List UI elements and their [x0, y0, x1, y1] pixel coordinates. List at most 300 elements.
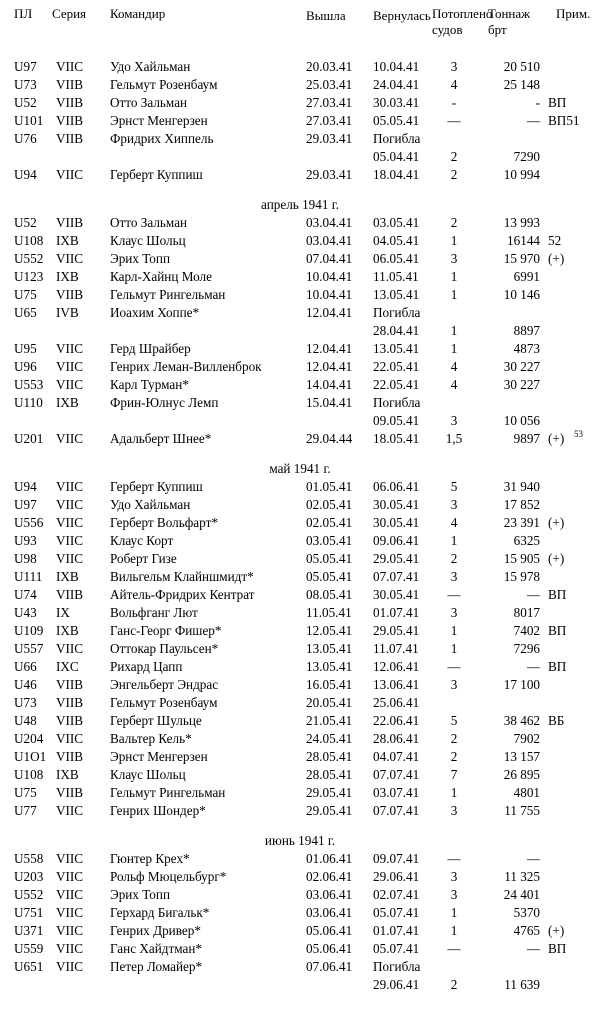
cell-departed: 05.05.41	[306, 569, 353, 584]
cell-series: VIIC	[56, 167, 84, 182]
cell-sunk: 1	[450, 341, 458, 356]
cell-sunk: 2	[450, 749, 458, 764]
table-row	[0, 478, 600, 496]
cell-sunk: 4	[450, 77, 458, 92]
cell-pl: U108	[14, 233, 44, 248]
cell-departed: 25.03.41	[306, 77, 353, 92]
cell-series: VIIB	[56, 695, 84, 710]
cell-series: IXB	[56, 269, 79, 284]
cell-returned: 22.05.41	[373, 359, 420, 374]
cell-departed: 29.03.41	[306, 131, 353, 146]
table-row	[0, 496, 600, 514]
cell-sunk: —	[447, 941, 461, 956]
cell-series: VIIB	[56, 287, 84, 302]
cell-commander: Айтель-Фридрих Кентрат	[110, 587, 255, 602]
cell-sunk: 3	[450, 869, 458, 884]
cell-pl: U111	[14, 569, 43, 584]
cell-departed: 01.05.41	[306, 479, 353, 494]
cell-sunk: 7	[450, 767, 458, 782]
cell-commander: Герберт Куппиш	[110, 479, 203, 494]
cell-tonnage: -	[535, 95, 540, 110]
cell-returned: 29.05.41	[373, 623, 420, 638]
cell-returned: 18.05.41	[373, 431, 420, 446]
cell-departed: 12.05.41	[306, 623, 353, 638]
header-sunk: Потоплено судов	[432, 6, 493, 37]
cell-series: VIIC	[56, 959, 84, 974]
cell-note: ВП	[548, 659, 567, 674]
cell-sunk: 1	[450, 287, 458, 302]
cell-series: VIIB	[56, 587, 84, 602]
cell-departed: 12.04.41	[306, 305, 353, 320]
cell-commander: Клаус Шольц	[110, 767, 186, 782]
table-row	[0, 802, 600, 820]
cell-pl: U48	[14, 713, 37, 728]
cell-commander: Удо Хайльман	[110, 59, 191, 74]
cell-series: VIIC	[56, 923, 84, 938]
cell-commander: Генрих Леман-Вилленброк	[110, 359, 262, 374]
cell-returned: 30.05.41	[373, 587, 420, 602]
cell-tonnage: 26 895	[503, 767, 540, 782]
cell-series: VIIC	[56, 497, 84, 512]
cell-pl: U204	[14, 731, 44, 746]
cell-sunk: 1	[450, 323, 458, 338]
cell-sunk: 1	[450, 641, 458, 656]
table-row	[0, 322, 600, 340]
cell-departed: 05.05.41	[306, 551, 353, 566]
cell-commander: Роберт Гизе	[110, 551, 177, 566]
cell-note: 52	[548, 233, 562, 248]
cell-sunk: 1	[450, 233, 458, 248]
cell-commander: Вальтер Кель*	[110, 731, 192, 746]
header-commander: Командир	[110, 6, 166, 21]
cell-pl: U101	[14, 113, 44, 128]
cell-series: VIIB	[56, 77, 84, 92]
cell-tonnage: 11 325	[504, 869, 540, 884]
cell-returned: Погибла	[373, 131, 421, 146]
cell-series: VIIB	[56, 215, 84, 230]
header-note: Прим.	[556, 6, 591, 21]
cell-pl: U559	[14, 941, 44, 956]
cell-tonnage: 24 401	[503, 887, 540, 902]
cell-departed: 28.05.41	[306, 749, 353, 764]
section-heading	[0, 192, 600, 214]
table-row	[0, 514, 600, 532]
cell-commander: Герберт Куппиш	[110, 167, 203, 182]
cell-returned: 30.05.41	[373, 515, 420, 530]
cell-note: ВП51	[548, 113, 580, 128]
table-row	[0, 868, 600, 886]
cell-tonnage: 23 391	[503, 515, 540, 530]
cell-commander: Клаус Корт	[110, 533, 174, 548]
cell-returned: 05.07.41	[373, 941, 420, 956]
table-row	[0, 130, 600, 148]
cell-returned: 07.07.41	[373, 767, 420, 782]
table-body	[0, 58, 600, 994]
cell-sunk: 3	[450, 887, 458, 902]
cell-tonnage: 7296	[513, 641, 540, 656]
cell-pl: U557	[14, 641, 44, 656]
header-pl: ПЛ	[14, 6, 33, 21]
cell-commander: Клаус Шольц	[110, 233, 186, 248]
table-row	[0, 58, 600, 76]
table-row	[0, 340, 600, 358]
table-row	[0, 622, 600, 640]
cell-commander: Фридрих Хиппель	[110, 131, 214, 146]
cell-sunk: 1,5	[445, 431, 463, 446]
cell-series: IX	[56, 605, 70, 620]
cell-tonnage: 4801	[513, 785, 540, 800]
cell-note: ВП	[548, 623, 567, 638]
table-row	[0, 304, 600, 322]
cell-commander: Удо Хайльман	[110, 497, 191, 512]
cell-series: IXB	[56, 233, 79, 248]
cell-returned: 22.06.41	[373, 713, 420, 728]
table-row	[0, 748, 600, 766]
cell-pl: U1O1	[14, 749, 47, 764]
cell-sunk: 2	[450, 977, 458, 992]
cell-series: IXB	[56, 767, 79, 782]
cell-departed: 12.04.41	[306, 341, 353, 356]
cell-commander: Эрнст Менгерзен	[110, 749, 208, 764]
cell-pl: U75	[14, 785, 37, 800]
cell-pl: U553	[14, 377, 44, 392]
cell-sunk: —	[447, 851, 461, 866]
cell-departed: 15.04.41	[306, 395, 353, 410]
cell-pl: U95	[14, 341, 37, 356]
table-row	[0, 958, 600, 976]
cell-departed: 07.06.41	[306, 959, 353, 974]
cell-returned: 18.04.41	[373, 167, 420, 182]
table-row	[0, 658, 600, 676]
cell-tonnage: 17 100	[503, 677, 540, 692]
cell-commander: Ганс-Георг Фишер*	[110, 623, 222, 638]
table-row	[0, 676, 600, 694]
cell-tonnage: 6325	[513, 533, 540, 548]
cell-commander: Рольф Мюцельбург*	[110, 869, 227, 884]
cell-commander: Герд Шрайбер	[110, 341, 191, 356]
cell-tonnage: 11 755	[504, 803, 540, 818]
cell-series: IXC	[56, 659, 79, 674]
cell-pl: U108	[14, 767, 44, 782]
cell-tonnage: 13 157	[503, 749, 540, 764]
spacer	[0, 448, 600, 456]
cell-sunk: —	[447, 587, 461, 602]
cell-commander: Отто Зальман	[110, 95, 188, 110]
cell-commander: Адальберт Шнее*	[110, 431, 212, 446]
cell-departed: 10.04.41	[306, 269, 353, 284]
cell-series: VIIC	[56, 377, 84, 392]
cell-series: VIIC	[56, 941, 84, 956]
table-row	[0, 148, 600, 166]
cell-sunk: 2	[450, 149, 458, 164]
cell-returned: 28.06.41	[373, 731, 420, 746]
cell-returned: 10.04.41	[373, 59, 420, 74]
cell-departed: 13.05.41	[306, 659, 353, 674]
spacer	[0, 820, 600, 828]
cell-sunk: 1	[450, 923, 458, 938]
cell-pl: U552	[14, 887, 44, 902]
cell-series: VIIB	[56, 749, 84, 764]
cell-series: VIIC	[56, 59, 84, 74]
cell-sunk: —	[447, 659, 461, 674]
cell-departed: 02.06.41	[306, 869, 353, 884]
cell-pl: U651	[14, 959, 44, 974]
cell-commander: Герберт Вольфарт*	[110, 515, 218, 530]
table-row	[0, 232, 600, 250]
cell-returned: Погибла	[373, 959, 421, 974]
cell-returned: 12.06.41	[373, 659, 420, 674]
table-row	[0, 94, 600, 112]
cell-departed: 08.05.41	[306, 587, 353, 602]
header-tonnage: Тоннаж брт	[488, 6, 531, 37]
cell-tonnage: 8017	[513, 605, 540, 620]
cell-tonnage: 15 905	[503, 551, 540, 566]
cell-pl: U52	[14, 215, 37, 230]
cell-commander: Фрин-Юлнус Лемп	[110, 395, 219, 410]
cell-tonnage: 6991	[513, 269, 540, 284]
cell-tonnage: 4765	[513, 923, 540, 938]
cell-departed: 01.06.41	[306, 851, 353, 866]
cell-tonnage: 25 148	[503, 77, 540, 92]
cell-returned: 05.07.41	[373, 905, 420, 920]
cell-series: VIIB	[56, 713, 84, 728]
table-row	[0, 286, 600, 304]
cell-pl: U123	[14, 269, 44, 284]
cell-departed: 03.04.41	[306, 215, 353, 230]
cell-departed: 02.05.41	[306, 497, 353, 512]
cell-sunk: 2	[450, 551, 458, 566]
cell-pl: U74	[14, 587, 37, 602]
cell-commander: Гельмут Рингельман	[110, 287, 226, 302]
cell-departed: 29.05.41	[306, 803, 353, 818]
cell-sunk: 1	[450, 623, 458, 638]
cell-sunk: -	[451, 95, 457, 110]
cell-returned: 29.05.41	[373, 551, 420, 566]
table-row	[0, 250, 600, 268]
cell-pl: U66	[14, 659, 37, 674]
cell-tonnage: 9897	[513, 431, 540, 446]
cell-sunk: 1	[450, 785, 458, 800]
cell-departed: 03.06.41	[306, 887, 353, 902]
table-header	[0, 0, 600, 58]
cell-returned: 11.07.41	[373, 641, 419, 656]
cell-pl: U96	[14, 359, 37, 374]
cell-series: VIIC	[56, 803, 84, 818]
cell-pl: U97	[14, 497, 37, 512]
cell-returned: 11.05.41	[373, 269, 419, 284]
cell-returned: 01.07.41	[373, 605, 420, 620]
cell-series: VIIC	[56, 533, 84, 548]
cell-commander: Гельмут Розенбаум	[110, 695, 218, 710]
cell-departed: 14.04.41	[306, 377, 353, 392]
cell-sunk: 3	[450, 413, 458, 428]
cell-sunk: 2	[450, 731, 458, 746]
cell-tonnage: 16144	[507, 233, 540, 248]
cell-returned: 30.05.41	[373, 497, 420, 512]
table-row	[0, 214, 600, 232]
cell-commander: Энгельберт Эндрас	[110, 677, 219, 692]
table-row	[0, 112, 600, 130]
cell-series: VIIC	[56, 641, 84, 656]
cell-pl: U75	[14, 287, 37, 302]
header-series: Серия	[52, 6, 87, 21]
cell-series: VIIC	[56, 851, 84, 866]
table-row	[0, 940, 600, 958]
cell-commander: Иоахим Хоппе*	[110, 305, 200, 320]
cell-series: VIIC	[56, 479, 84, 494]
cell-returned: 02.07.41	[373, 887, 420, 902]
section-title: июнь 1941 г.	[264, 833, 336, 848]
cell-tonnage: —	[526, 851, 540, 866]
cell-note: (+)	[548, 515, 565, 530]
cell-series: VIIC	[56, 341, 84, 356]
cell-sunk: 5	[450, 479, 458, 494]
cell-series: VIIB	[56, 785, 84, 800]
cell-departed: 20.03.41	[306, 59, 353, 74]
cell-tonnage: 4873	[513, 341, 540, 356]
cell-departed: 07.04.41	[306, 251, 353, 266]
table-row	[0, 976, 600, 994]
cell-departed: 12.04.41	[306, 359, 353, 374]
table-row	[0, 640, 600, 658]
cell-commander: Герберт Шульце	[110, 713, 202, 728]
cell-pl: U201	[14, 431, 44, 446]
cell-departed: 03.06.41	[306, 905, 353, 920]
cell-pl: U73	[14, 695, 37, 710]
table-row	[0, 412, 600, 430]
cell-departed: 13.05.41	[306, 641, 353, 656]
table-row	[0, 268, 600, 286]
cell-pl: U76	[14, 131, 37, 146]
cell-sunk: 4	[450, 359, 458, 374]
cell-series: VIIC	[56, 359, 84, 374]
cell-sunk: 4	[450, 377, 458, 392]
cell-returned: 29.06.41	[373, 869, 420, 884]
cell-commander: Карл Турман*	[110, 377, 189, 392]
cell-tonnage: 11 639	[504, 977, 540, 992]
cell-departed: 03.05.41	[306, 533, 353, 548]
cell-sunk: 3	[450, 251, 458, 266]
section-title: апрель 1941 г.	[261, 197, 339, 212]
cell-commander: Отто Зальман	[110, 215, 188, 230]
header-returned: Вернулась	[373, 8, 431, 23]
table-row	[0, 166, 600, 184]
cell-sunk: 3	[450, 803, 458, 818]
cell-returned: 03.05.41	[373, 215, 420, 230]
cell-returned: 13.05.41	[373, 341, 420, 356]
cell-returned: 13.05.41	[373, 287, 420, 302]
cell-departed: 28.05.41	[306, 767, 353, 782]
cell-returned: 06.06.41	[373, 479, 420, 494]
cell-returned: 24.04.41	[373, 77, 420, 92]
cell-note: (+)	[548, 431, 565, 446]
table-row	[0, 568, 600, 586]
cell-returned: 04.07.41	[373, 749, 420, 764]
cell-commander: Оттокар Паульсен*	[110, 641, 219, 656]
cell-note: (+)	[548, 551, 565, 566]
cell-commander: Рихард Цапп	[110, 659, 183, 674]
cell-tonnage: 13 993	[503, 215, 540, 230]
table-row	[0, 586, 600, 604]
cell-returned: 05.05.41	[373, 113, 420, 128]
cell-departed: 10.04.41	[306, 287, 353, 302]
cell-departed: 29.04.44	[306, 431, 353, 446]
cell-series: IVB	[56, 305, 79, 320]
cell-sunk: 1	[450, 533, 458, 548]
table-row	[0, 766, 600, 784]
table-row	[0, 394, 600, 412]
cell-tonnage: 7402	[513, 623, 540, 638]
cell-departed: 03.04.41	[306, 233, 353, 248]
table-row	[0, 886, 600, 904]
table-row	[0, 784, 600, 802]
spacer	[0, 184, 600, 192]
cell-departed: 27.03.41	[306, 113, 353, 128]
cell-returned: 03.07.41	[373, 785, 420, 800]
cell-pl: U109	[14, 623, 44, 638]
cell-departed: 21.05.41	[306, 713, 353, 728]
cell-sunk: 3	[450, 605, 458, 620]
cell-tonnage: 10 056	[503, 413, 540, 428]
table-row	[0, 358, 600, 376]
cell-commander: Гюнтер Крех*	[110, 851, 190, 866]
cell-returned: 09.07.41	[373, 851, 420, 866]
section-heading	[0, 456, 600, 478]
cell-series: VIIB	[56, 131, 84, 146]
cell-commander: Вольфганг Лют	[110, 605, 198, 620]
cell-tonnage: 15 970	[503, 251, 540, 266]
cell-commander: Эрнст Менгерзен	[110, 113, 208, 128]
cell-pl: U73	[14, 77, 37, 92]
cell-pl: U558	[14, 851, 44, 866]
cell-departed: 02.05.41	[306, 515, 353, 530]
cell-sunk: 3	[450, 569, 458, 584]
cell-sunk: 3	[450, 497, 458, 512]
cell-series: VIIC	[56, 731, 84, 746]
cell-tonnage: 5370	[513, 905, 540, 920]
cell-departed: 05.06.41	[306, 941, 353, 956]
cell-tonnage: —	[526, 659, 540, 674]
table-row	[0, 730, 600, 748]
cell-commander: Эрих Топп	[110, 887, 171, 902]
cell-pl: U43	[14, 605, 37, 620]
cell-tonnage: 7290	[513, 149, 540, 164]
cell-returned: 07.07.41	[373, 569, 420, 584]
cell-commander: Генрих Дривер*	[110, 923, 201, 938]
cell-returned: 09.06.41	[373, 533, 420, 548]
cell-returned: 30.03.41	[373, 95, 420, 110]
cell-tonnage: 38 462	[503, 713, 540, 728]
table-row	[0, 430, 600, 448]
cell-commander: Герхард Бигальк*	[110, 905, 210, 920]
cell-departed: 20.05.41	[306, 695, 353, 710]
cell-commander: Ганс Хайдтман*	[110, 941, 203, 956]
cell-departed: 16.05.41	[306, 677, 353, 692]
cell-series: IXB	[56, 395, 79, 410]
cell-pl: U98	[14, 551, 37, 566]
cell-note: ВП	[548, 95, 567, 110]
section-title: май 1941 г.	[269, 461, 331, 476]
cell-pl: U94	[14, 167, 37, 182]
cell-pl: U46	[14, 677, 37, 692]
cell-returned: 25.06.41	[373, 695, 420, 710]
cell-sunk: 5	[450, 713, 458, 728]
footnote-ref: 53	[574, 429, 583, 439]
cell-note: (+)	[548, 251, 565, 266]
cell-pl: U94	[14, 479, 37, 494]
cell-departed: 11.05.41	[306, 605, 352, 620]
cell-returned: Погибла	[373, 395, 421, 410]
